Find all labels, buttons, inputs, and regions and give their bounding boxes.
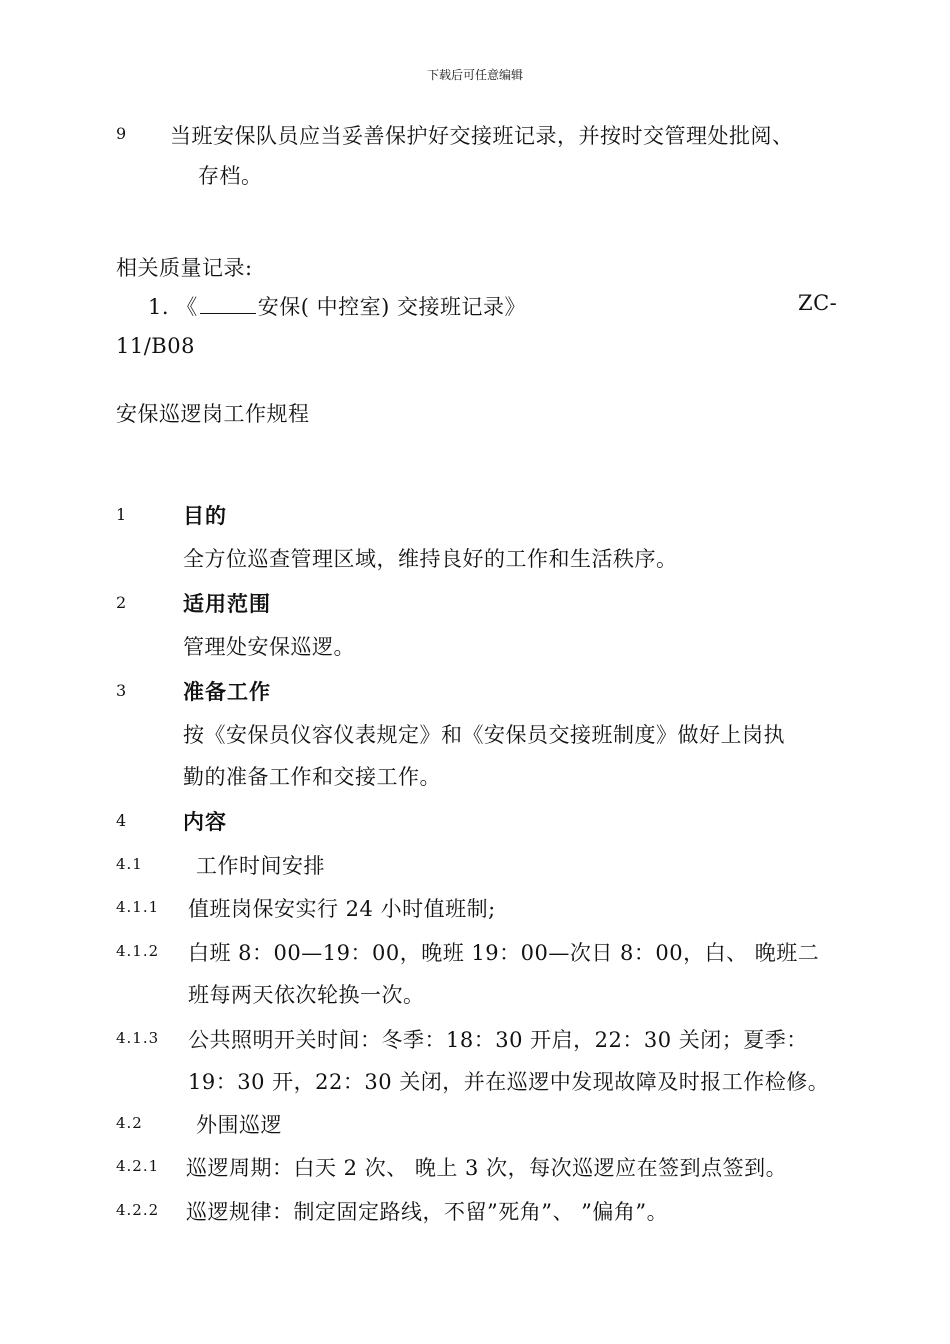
page-header: 下载后可任意编辑 (426, 68, 523, 82)
section-heading: 准备工作 (183, 679, 271, 704)
subsection-number: 4.2.2 (116, 1201, 160, 1219)
records-item-prefix: 1. 《 (148, 295, 198, 319)
item-text-line1: 当班安保队员应当妥善保护好交接班记录，并按时交管理处批阅、 (170, 124, 794, 148)
subsection-text-line2: 班每两天依次轮换一次。 (188, 983, 425, 1007)
subsection-number: 4.1 (116, 855, 143, 873)
subsection-text: 巡逻规律：制定固定路线，不留”死角”、 ”偏角”。 (186, 1200, 669, 1224)
section-number: 2 (116, 593, 127, 612)
subsection-text: 外围巡逻 (196, 1113, 282, 1137)
section-number: 3 (116, 681, 127, 700)
item-text-line2: 存档。 (198, 164, 263, 188)
subsection-text: 值班岗保安实行 24 小时值班制; (188, 897, 496, 921)
section-heading: 目的 (183, 503, 227, 528)
records-code-part1: ZC- (798, 291, 838, 315)
section-heading: 适用范围 (183, 591, 271, 616)
records-code-part2: 11/B08 (116, 334, 195, 358)
section-number: 1 (116, 505, 127, 524)
subsection-number: 4.1.1 (116, 898, 160, 916)
section-body: 勤的准备工作和交接工作。 (183, 765, 441, 789)
subsection-number: 4.2.1 (116, 1157, 160, 1175)
records-item-text: 安保( 中控室) 交接班记录》 (257, 295, 526, 319)
section-number: 4 (116, 811, 127, 830)
subsection-number: 4.1.3 (116, 1029, 160, 1047)
subsection-text-line1: 白班 8：00—19：00，晚班 19：00—次日 8：00，白、 晚班二 (188, 941, 820, 965)
doc-title: 安保巡逻岗工作规程 (116, 402, 310, 426)
subsection-number: 4.1.2 (116, 942, 160, 960)
section-body: 全方位巡查管理区域，维持良好的工作和生活秩序。 (183, 547, 678, 571)
item-number: 9 (116, 124, 127, 143)
records-item (148, 291, 526, 321)
subsection-text: 巡逻周期：白天 2 次、 晚上 3 次，每次巡逻应在签到点签到。 (186, 1156, 788, 1180)
section-body: 管理处安保巡逻。 (183, 635, 355, 659)
subsection-text-line2: 19：30 开，22：30 关闭，并在巡逻中发现故障及时报工作检修。 (188, 1070, 830, 1094)
fill-in-blank (200, 295, 256, 314)
subsection-number: 4.2 (116, 1114, 143, 1132)
subsection-text: 工作时间安排 (196, 854, 325, 878)
records-title: 相关质量记录: (116, 256, 253, 280)
section-heading: 内容 (183, 809, 227, 834)
section-body: 按《安保员仪容仪表规定》和《安保员交接班制度》做好上岗执 (183, 723, 785, 747)
subsection-text-line1: 公共照明开关时间：冬季：18：30 开启，22：30 关闭；夏季： (188, 1028, 808, 1052)
